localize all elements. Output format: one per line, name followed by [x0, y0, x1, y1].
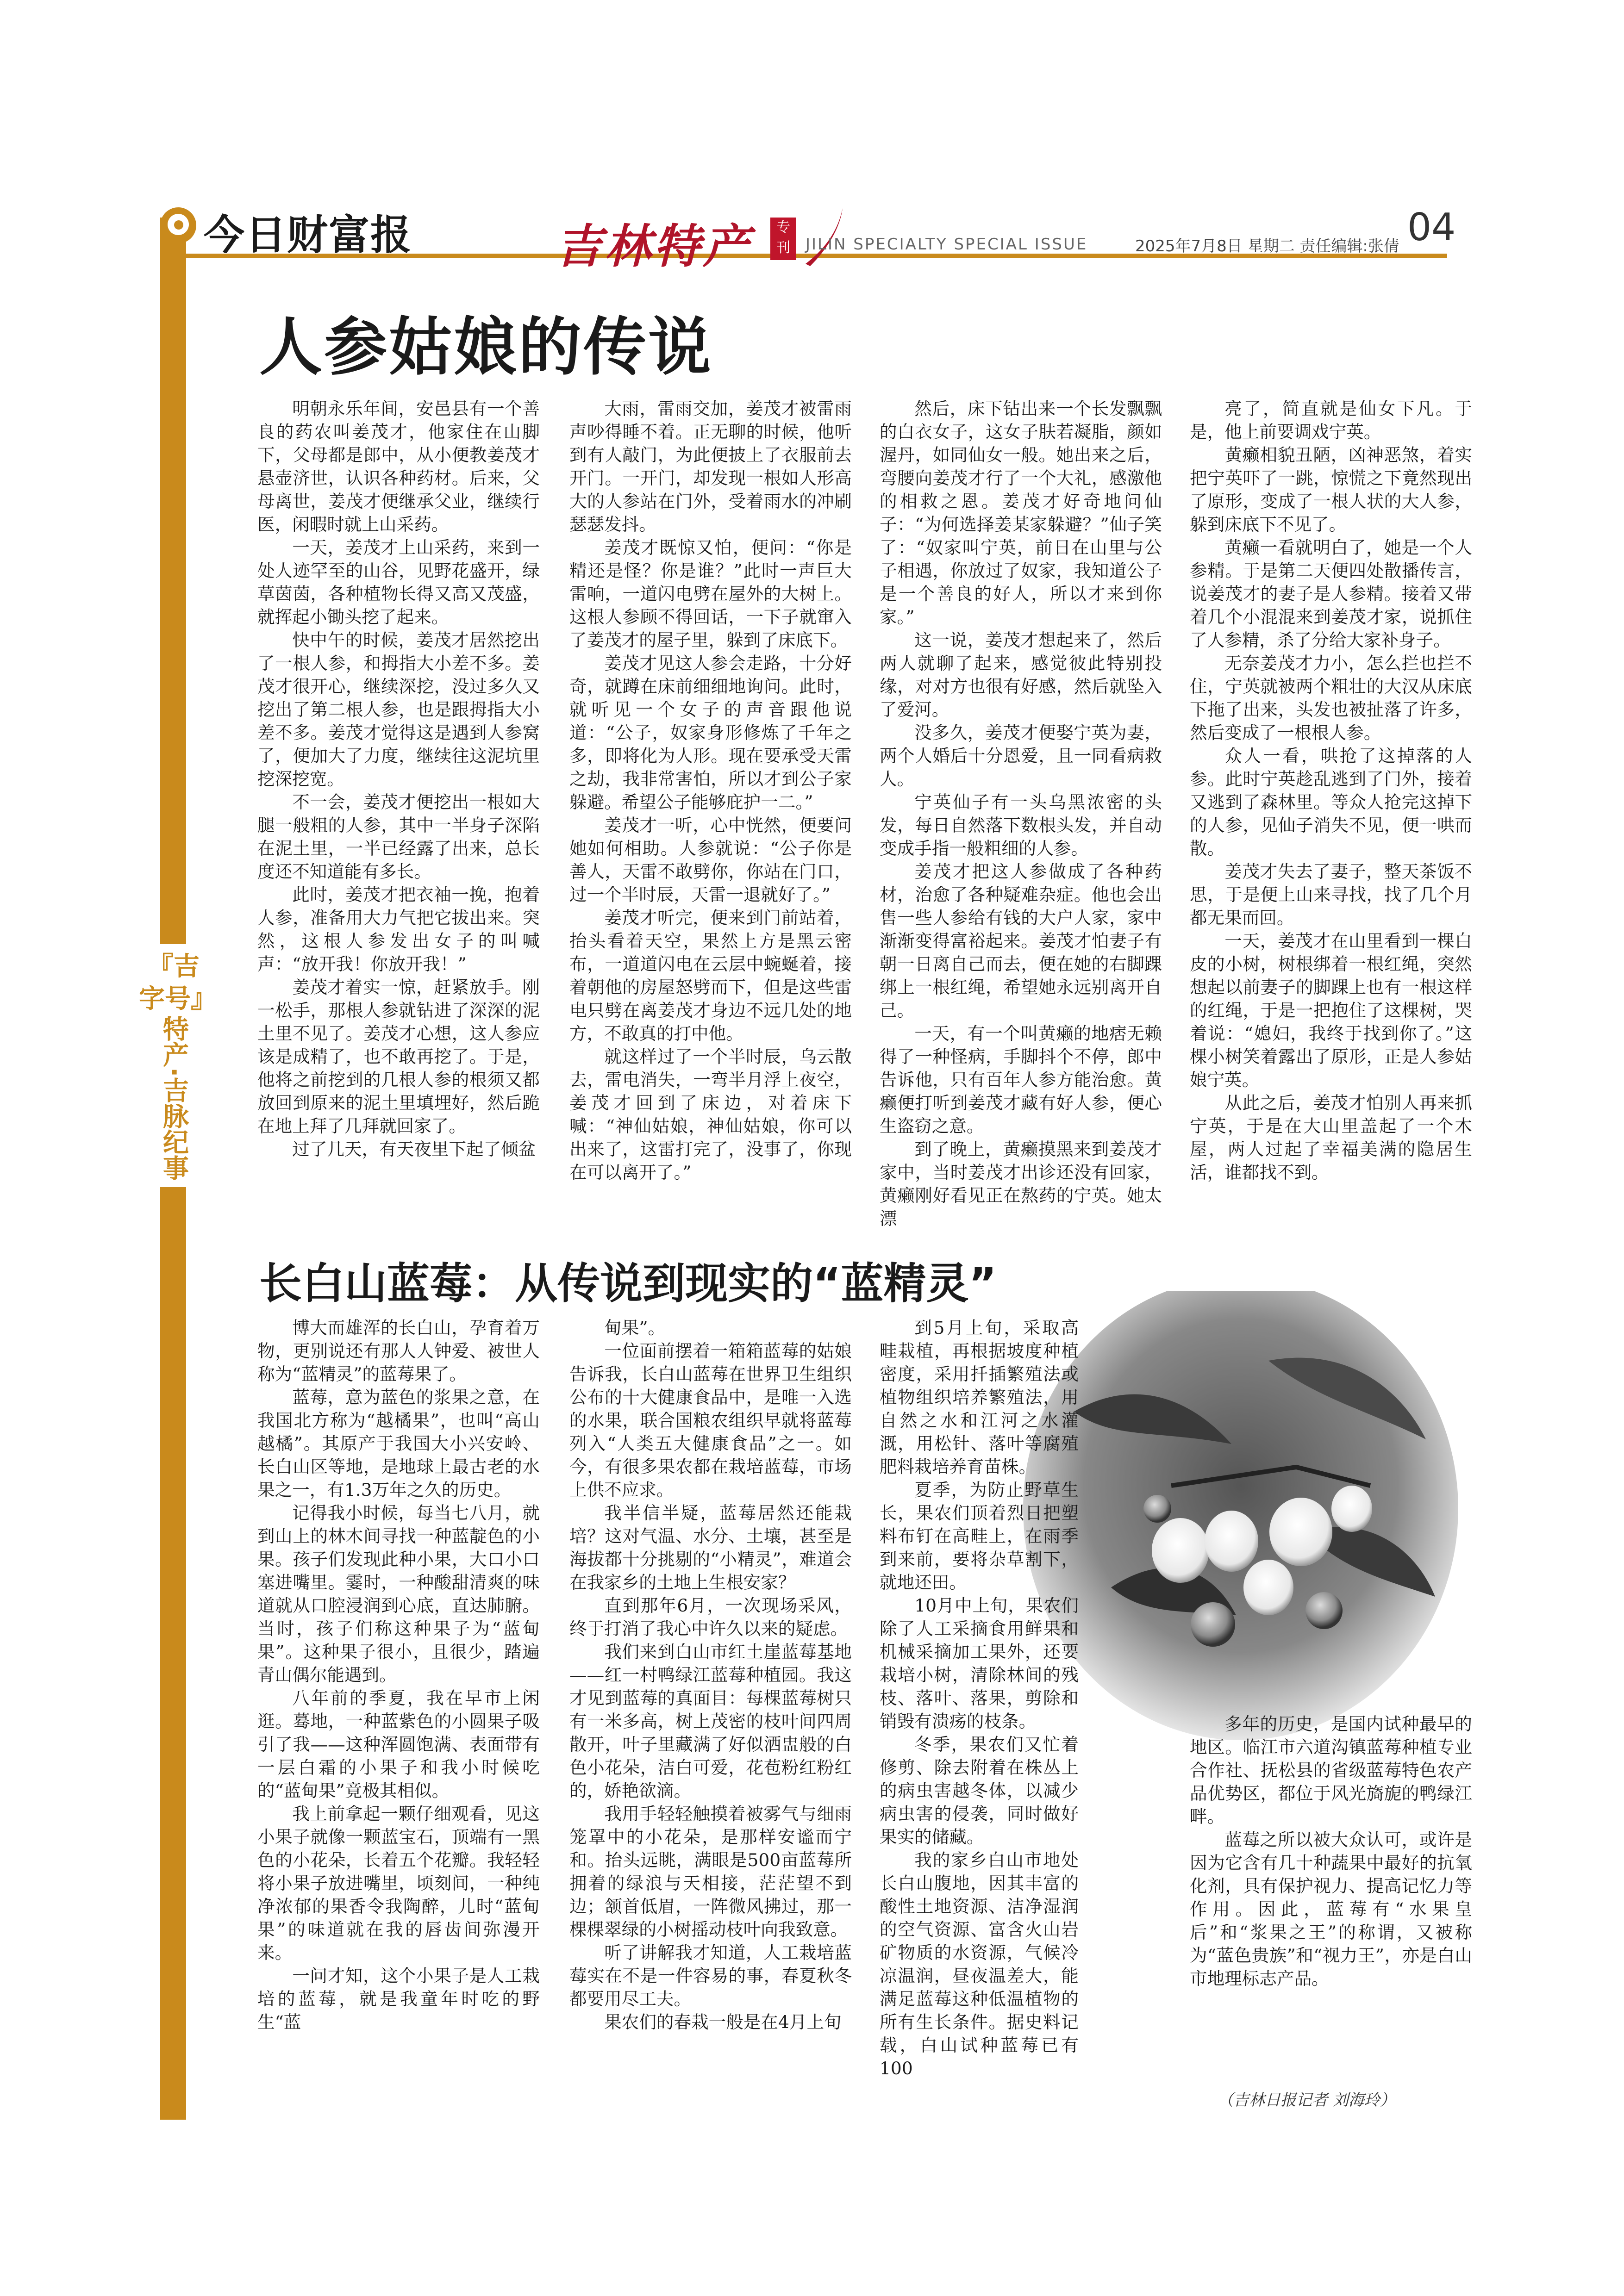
article-2-column-4 — [1190, 1712, 1472, 1990]
article-2-column-1 — [257, 1316, 540, 2034]
logo-dot — [174, 220, 183, 230]
article-2-column-2 — [569, 1316, 852, 2034]
paragraph: 一问才知，这个小果子是人工栽培的蓝莓，就是我童年时吃的野生“蓝 — [257, 1966, 540, 2032]
paragraph: 到了晚上，黄癞摸黑来到姜茂才家中，当时姜茂才出诊还没有回家，黄癞刚好看见正在熬药的宁英。她太漂 — [880, 1139, 1162, 1229]
paragraph: 姜茂才一听，心中恍然，便要问她如何相助。人参就说：“公子你是善人，天雷不敢劈你，你站在门口，过一个半时辰，天雷一退就好了。” — [569, 815, 852, 905]
sidebar-title-line-1: 『吉字号』 — [139, 952, 217, 1014]
paragraph: 到5月上旬，采取高畦栽植，再根据坡度种植密度，采用扦插繁殖法或植物组织培养繁殖法，用自然之水和江河之水灌溉，用松针、落叶等腐殖肥料栽培养育苗株。 — [880, 1318, 1079, 1477]
paragraph: 姜茂才听完，便来到门前站着，抬头看着天空，果然上方是黑云密布，一道道闪电在云层中蜿蜒着，接着朝他的房屋怒劈而下，但是这些雷电只劈在离姜茂才身边不远几处的地方，不敢真的打中他。 — [569, 908, 852, 1044]
paragraph: 我上前拿起一颗仔细观看，见这小果子就像一颗蓝宝石，顶端有一黑色的小花朵，长着五个花瓣。我轻轻将小果子放进嘴里，顷刻间，一种纯净浓郁的果香令我陶醉，儿时“蓝甸果”的味道就在我的唇齿间弥漫开来。 — [257, 1804, 540, 1963]
edition-english-name: JILIN SPECIALTY SPECIAL ISSUE — [806, 235, 1088, 254]
paragraph: 一天，姜茂才上山采药，来到一处人迹罕至的山谷，见野花盛开，绿草茵茵，各种植物长得又高又茂盛，就挥起小锄头挖了起来。 — [257, 537, 540, 627]
paragraph: 不一会，姜茂才便挖出一根如大腿一般粗的人参，其中一半身子深陷在泥土里，一半已经露了出来，总长度还不知道能有多长。 — [257, 792, 540, 882]
date-editor-line: 2025年7月8日 星期二 责任编辑:张倩 — [1135, 237, 1399, 255]
paragraph: 无奈姜茂才力小，怎么拦也拦不住，宁英就被两个粗壮的大汉从床底下拖了出来，头发也被扯落了许多，然后变成了一根根人参。 — [1190, 653, 1472, 743]
special-issue-brand: 吉林特产 — [556, 219, 752, 274]
paragraph: 过了几天，有天夜里下起了倾盆 — [292, 1139, 536, 1159]
paragraph: 就这样过了一个半时辰，乌云散去，雷电消失，一弯半月浮上夜空，姜茂才回到了床边，对着床下喊：“神仙姑娘，神仙姑娘，你可以出来了，这雷打完了，没事了，你现在可以离开了。” — [569, 1046, 852, 1182]
special-issue-seal: 专刊 — [770, 218, 796, 260]
paragraph: 果农们的春栽一般是在4月上旬 — [604, 2012, 842, 2032]
article-1-column-3 — [880, 397, 1162, 1230]
paragraph: 我半信半疑，蓝莓居然还能栽培？这对气温、水分、土壤，甚至是海拔都十分挑剔的“小精灵”，难道会在我家乡的土地上生根安家？ — [569, 1503, 852, 1593]
paragraph: 我用手轻轻触摸着被雾气与细雨笼罩中的小花朵，是那样安谧而宁和。抬头远眺，满眼是500亩蓝莓所拥着的绿浪与天相接，茫茫望不到边；颔首低眉，一阵微风拂过，那一棵棵翠绿的小树摇动枝叶向我致意。 — [569, 1804, 852, 1940]
paragraph: 这一说，姜茂才想起来了，然后两人就聊了起来，感觉彼此特别投缘，对对方也很有好感，然后就坠入了爱河。 — [880, 630, 1162, 720]
article-1-column-2 — [569, 397, 852, 1184]
paper-name: 今日财富报 — [204, 211, 412, 259]
sidebar-column-title — [139, 944, 217, 1187]
paragraph: 多年的历史，是国内试种最早的地区。临江市六道沟镇蓝莓种植专业合作社、抚松县的省级蓝莓特色农产品优势区，都位于风光旖旎的鸭绿江畔。 — [1190, 1714, 1472, 1827]
paragraph: 一天，有一个叫黄癞的地痞无赖得了一种怪病，手脚抖个不停，郎中告诉他，只有百年人参方能治愈。黄癞便打听到姜茂才藏有好人参，便心生盗窃之意。 — [880, 1023, 1162, 1136]
paragraph: 姜茂才见这人参会走路，十分好奇，就蹲在床前细细地询问。此时，就听见一个女子的声音跟他说道：“公子，奴家身形修炼了千年之多，即将化为人形。现在要承受天雷之劫，我非常害怕，所以才到公子家躲避。希望公子能够庇护一二。” — [569, 653, 852, 812]
paragraph: 众人一看，哄抢了这掉落的人参。此时宁英趁乱逃到了门外，接着又逃到了森林里。等众人抢完这掉下的人参，见仙子消失不见，便一哄而散。 — [1190, 746, 1472, 859]
paragraph: 甸果”。 — [604, 1318, 666, 1338]
paragraph: 宁英仙子有一头乌黑浓密的头发，每日自然落下数根头发，并自动变成手指一般粗细的人参。 — [880, 792, 1162, 859]
article-1-column-4 — [1190, 397, 1472, 1184]
article-2-title: 长白山蓝莓：从传说到现实的“蓝精灵” — [259, 1259, 997, 1308]
paragraph: 冬季，果农们又忙着修剪、除去附着在株丛上的病虫害越冬体，以减少病虫害的侵袭，同时做好果实的储藏。 — [880, 1734, 1079, 1847]
paragraph: 我的家乡白山市地处长白山腹地，因其丰富的酸性土地资源、洁净湿润的空气资源、富含火山岩矿物质的水资源，气候冷凉温润，昼夜温差大，能满足蓝莓这种低温植物的所有生长条件。据史料记载，白山试种蓝莓已有100 — [880, 1850, 1079, 2078]
paragraph: 黄癞相貌丑陋，凶神恶煞，着实把宁英吓了一跳，惊慌之下竟然现出了原形，变成了一根人状的大人参，躲到床底下不见了。 — [1190, 445, 1472, 535]
page-number: 04 — [1407, 205, 1456, 249]
paragraph: 此时，姜茂才把衣袖一挽，抱着人参，准备用大力气把它拔出来。突然，这根人参发出女子的叫喊声：“放开我！你放开我！” — [257, 884, 540, 974]
paragraph: 直到那年6月，一次现场采风，终于打消了我心中许久以来的疑虑。 — [569, 1595, 852, 1639]
article-1-title: 人参姑娘的传说 — [259, 311, 713, 384]
paragraph: 姜茂才着实一惊，赶紧放手。刚一松手，那根人参就钻进了深深的泥土里不见了。姜茂才心想，这人参应该是成精了，也不敢再挖了。于是，他将之前挖到的几根人参的根须又都放回到原来的泥土里填埋好，然后跪在地上拜了几拜就回家了。 — [257, 977, 540, 1136]
paragraph: 蓝莓，意为蓝色的浆果之意，在我国北方称为“越橘果”，也叫“高山越橘”。其原产于我国大小兴安岭、长白山区等地，是地球上最古老的水果之一，有1.3万年之久的历史。 — [257, 1387, 540, 1500]
paragraph: 从此之后，姜茂才怕别人再来抓宁英，于是在大山里盖起了一个木屋，两人过起了幸福美满的隐居生活，谁都找不到。 — [1190, 1093, 1472, 1182]
paragraph: 姜茂才既惊又怕，便问：“你是精还是怪？你是谁？”此时一声巨大雷响，一道闪电劈在屋外的大树上。这根人参顾不得回话，一下子就窜入了姜茂才的屋子里，躲到了床底下。 — [569, 537, 852, 650]
article-1-column-1 — [257, 397, 540, 1161]
paragraph: 10月中上旬，果农们除了人工采摘食用鲜果和机械采摘加工果外，还要栽培小树，清除林间的残枝、落叶、落果，剪除和销毁有溃疡的枝条。 — [880, 1595, 1079, 1731]
paragraph: 姜茂才失去了妻子，整天茶饭不思，于是便上山来寻找，找了几个月都无果而回。 — [1190, 861, 1472, 928]
paragraph: 记得我小时候，每当七八月，就到山上的林木间寻找一种蓝靛色的小果。孩子们发现此种小果，大口小口塞进嘴里。霎时，一种酸甜清爽的味道就从口腔浸润到心底，直达肺腑。当时，孩子们称这种果子为“蓝甸果”。这种果子很小，且很少，踏遍青山偶尔能遇到。 — [257, 1503, 540, 1685]
paragraph: 大雨，雷雨交加，姜茂才被雷雨声吵得睡不着。正无聊的时候，他听到有人敲门，为此便披上了衣服前去开门。一开门，却发现一根如人形高大的人参站在门外，受着雨水的冲刷瑟瑟发抖。 — [569, 398, 852, 535]
paragraph: 明朝永乐年间，安邑县有一个善良的药农叫姜茂才，他家住在山脚下，父母都是郎中，从小便教姜茂才悬壶济世，认识各种药材。后来，父母离世，姜茂才便继承父业，继续行医，闲暇时就上山采药。 — [257, 398, 540, 535]
paragraph: 夏季，为防止野草生长，果农们顶着烈日把塑料布钉在高畦上，在雨季到来前，要将杂草割下，就地还田。 — [880, 1480, 1079, 1593]
blueberry-photo — [1018, 1291, 1463, 1759]
paragraph: 听了讲解我才知道，人工栽培蓝莓实在不是一件容易的事，春夏秋冬都要用尽工夫。 — [569, 1942, 852, 2009]
paragraph: 一天，姜茂才在山里看到一棵白皮的小树，树根绑着一根红绳，突然想起以前妻子的脚踝上也有一根这样的红绳，于是一把抱住了这棵树，哭着说：“媳妇，我终于找到你了。”这棵小树笑着露出了原形，正是人参姑娘宁英。 — [1190, 931, 1472, 1090]
sidebar-title-line-2: 特产·吉脉纪事 — [159, 1015, 189, 1181]
paragraph: 蓝莓之所以被大众认可，或许是因为它含有几十种蔬果中最好的抗氧化剂，具有保护视力、提高记忆力等作用。因此，蓝莓有“水果皇后”和“浆果之王”的称谓，又被称为“蓝色贵族”和“视力王”，亦是白山市地理标志产品。 — [1190, 1829, 1472, 1989]
paragraph: 亮了，简直就是仙女下凡。于是，他上前要调戏宁英。 — [1190, 398, 1472, 442]
article-2-byline: （吉林日报记者 刘海玲） — [1218, 2091, 1396, 2109]
paragraph: 黄癞一看就明白了，她是一个人参精。于是第二天便四处散播传言，说姜茂才的妻子是人参精。接着又带着几个小混混来到姜茂才家，说抓住了人参精，杀了分给大家补身子。 — [1190, 537, 1472, 650]
paragraph: 一位面前摆着一箱箱蓝莓的姑娘告诉我，长白山蓝莓在世界卫生组织公布的十大健康食品中，是唯一入选的水果，联合国粮农组织早就将蓝莓列入“人类五大健康食品”之一。如今，有很多果农都在栽培蓝莓，市场上供不应求。 — [569, 1341, 852, 1500]
paragraph: 然后，床下钻出来一个长发飘飘的白衣女子，这女子肤若凝脂，颜如渥丹，如同仙女一般。她出来之后，弯腰向姜茂才行了一个大礼，感激他的相救之恩。姜茂才好奇地问仙子：“为何选择姜某家躲避？”仙子笑了：“奴家叫宁英，前日在山里与公子相遇，你放过了奴家，我知道公子是一个善良的好人，所以才来到你家。” — [880, 398, 1162, 627]
paragraph: 博大而雄浑的长白山，孕育着万物，更别说还有那人人钟爱、被世人称为“蓝精灵”的蓝莓果了。 — [257, 1318, 540, 1384]
article-2-column-3 — [880, 1316, 1079, 2080]
paragraph: 快中午的时候，姜茂才居然挖出了一根人参，和拇指大小差不多。姜茂才很开心，继续深挖，没过多久又挖出了第二根人参，也是跟拇指大小差不多。姜茂才觉得这是遇到人参窝了，便加大了力度，继续往这泥坑里挖深挖宽。 — [257, 630, 540, 789]
paragraph: 没多久，姜茂才便娶宁英为妻，两个人婚后十分恩爱，且一同看病救人。 — [880, 722, 1162, 789]
paragraph: 我们来到白山市红土崖蓝莓基地——红一村鸭绿江蓝莓种植园。我这才见到蓝莓的真面目：每棵蓝莓树只有一米多高，树上茂密的枝叶间四周散开，叶子里藏满了好似洒盅般的白色小花朵，洁白可爱，花苞粉红粉红的，娇艳欲滴。 — [569, 1642, 852, 1801]
paragraph: 姜茂才把这人参做成了各种药材，治愈了各种疑难杂症。他也会出售一些人参给有钱的大户人家，家中渐渐变得富裕起来。姜茂才怕妻子有朝一日离自己而去，便在她的右脚踝绑上一根红绳，希望她永远别离开自己。 — [880, 861, 1162, 1020]
paragraph: 八年前的季夏，我在早市上闲逛。蓦地，一种蓝紫色的小圆果子吸引了我——这种浑圆饱满、表面带有一层白霜的小果子和我小时候吃的“蓝甸果”竟极其相似。 — [257, 1688, 540, 1801]
